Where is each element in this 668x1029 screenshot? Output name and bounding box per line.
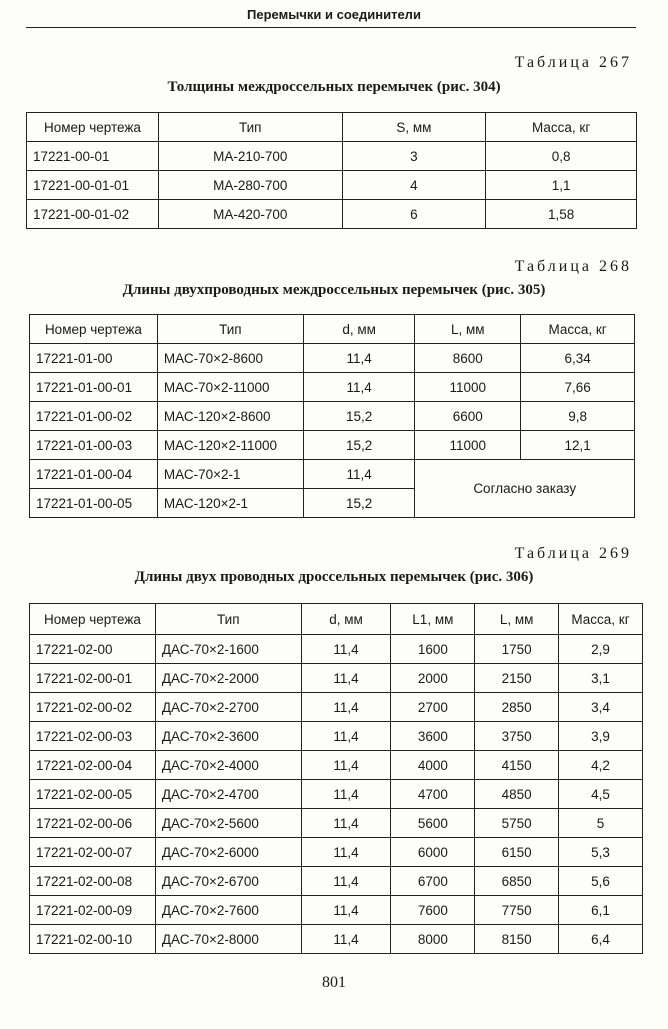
table-cell: МАС-70×2-1 [157, 460, 303, 489]
table-cell: 3,4 [559, 693, 643, 722]
table-row [30, 925, 643, 954]
table-cell: МА-280-700 [158, 171, 342, 200]
table-267-caption: Толщины междроссельных перемычек (рис. 304) [167, 79, 501, 95]
table-row [30, 664, 643, 693]
table-cell: 2150 [475, 664, 559, 693]
table-cell: МАС-120×2-1 [157, 489, 303, 518]
table-cell: ДАС-70×2-4000 [155, 751, 301, 780]
table-cell: 11,4 [301, 751, 391, 780]
table-row [30, 867, 643, 896]
table-267 [26, 112, 637, 229]
table-cell: ДАС-70×2-6700 [155, 867, 301, 896]
table-cell: МАС-120×2-11000 [157, 431, 303, 460]
table-cell: 17221-02-00-03 [30, 722, 156, 751]
table-cell: 15,2 [303, 489, 415, 518]
table-cell: 17221-01-00-03 [30, 431, 158, 460]
table-cell: МА-210-700 [158, 142, 342, 171]
table-cell: 3600 [391, 722, 475, 751]
table-cell: 11,4 [301, 896, 391, 925]
table-269-number: Таблица 269 [514, 545, 632, 562]
table-cell: 11,4 [303, 460, 415, 489]
table-header-row [27, 113, 637, 142]
table-cell: 11,4 [303, 373, 415, 402]
table-cell: 17221-01-00-02 [30, 402, 158, 431]
table-cell: 6,1 [559, 896, 643, 925]
table-cell: 11,4 [301, 780, 391, 809]
table-cell: 15,2 [303, 402, 415, 431]
table-cell: 1,58 [486, 200, 637, 229]
table-cell: 17221-02-00-04 [30, 751, 156, 780]
table-cell: 2,9 [559, 635, 643, 664]
table-cell: 17221-00-01 [27, 142, 159, 171]
table-row [30, 431, 635, 460]
column-header: Номер чертежа [30, 604, 156, 635]
table-row [30, 344, 635, 373]
column-header: L1, мм [391, 604, 475, 635]
column-header: Номер чертежа [27, 113, 159, 142]
table-row [30, 460, 635, 489]
table-cell: 6,4 [559, 925, 643, 954]
table-cell: 4700 [391, 780, 475, 809]
table-cell: 17221-02-00-08 [30, 867, 156, 896]
table-cell: 17221-02-00-02 [30, 693, 156, 722]
table-cell: 6850 [475, 867, 559, 896]
table-cell: 17221-02-00-09 [30, 896, 156, 925]
table-cell: 15,2 [303, 431, 415, 460]
table-cell: 11000 [415, 373, 521, 402]
table-cell: 17221-02-00-07 [30, 838, 156, 867]
column-header: Масса, кг [559, 604, 643, 635]
table-cell: 5750 [475, 809, 559, 838]
table-cell: МАС-70×2-8600 [157, 344, 303, 373]
page-number: 801 [322, 974, 346, 991]
table-cell: 4,5 [559, 780, 643, 809]
table-cell: 17221-02-00 [30, 635, 156, 664]
table-cell: 9,8 [521, 402, 635, 431]
table-header-row [30, 315, 635, 344]
table-267-number: Таблица 267 [514, 54, 632, 71]
table-row [30, 722, 643, 751]
table-cell: 6000 [391, 838, 475, 867]
table-row [30, 896, 643, 925]
table-cell: 17221-00-01-01 [27, 171, 159, 200]
running-header: Перемычки и соединители [247, 7, 421, 22]
table-268 [29, 314, 635, 518]
table-header-row [30, 604, 643, 635]
table-cell: 5,3 [559, 838, 643, 867]
table-cell: 11000 [415, 431, 521, 460]
table-cell: 17221-02-00-10 [30, 925, 156, 954]
table-row [30, 838, 643, 867]
table-cell: 8600 [415, 344, 521, 373]
table-cell: 7600 [391, 896, 475, 925]
table-cell: ДАС-70×2-4700 [155, 780, 301, 809]
column-header: d, мм [301, 604, 391, 635]
table-cell: МАС-120×2-8600 [157, 402, 303, 431]
table-cell: ДАС-70×2-2700 [155, 693, 301, 722]
table-cell: 11,4 [301, 693, 391, 722]
table-cell: МАС-70×2-11000 [157, 373, 303, 402]
table-row [30, 693, 643, 722]
table-cell: 17221-01-00 [30, 344, 158, 373]
column-header: Номер чертежа [30, 315, 158, 344]
table-cell: 7,66 [521, 373, 635, 402]
table-cell: 17221-01-00-01 [30, 373, 158, 402]
table-269-caption: Длины двух проводных дроссельных перемычек (рис. 306) [134, 569, 534, 585]
table-cell: 5600 [391, 809, 475, 838]
table-cell: 17221-00-01-02 [27, 200, 159, 229]
table-cell: 4000 [391, 751, 475, 780]
table-cell: 11,4 [301, 838, 391, 867]
table-cell: 17221-02-00-01 [30, 664, 156, 693]
column-header: L, мм [475, 604, 559, 635]
table-cell: 11,4 [301, 664, 391, 693]
table-cell: 11,4 [303, 344, 415, 373]
column-header: S, мм [342, 113, 486, 142]
table-cell: 17221-01-00-04 [30, 460, 158, 489]
table-cell: 8000 [391, 925, 475, 954]
table-cell: 7750 [475, 896, 559, 925]
table-cell: МА-420-700 [158, 200, 342, 229]
table-cell: 3750 [475, 722, 559, 751]
table-cell: 1,1 [486, 171, 637, 200]
table-cell: 5,6 [559, 867, 643, 896]
column-header: Тип [155, 604, 301, 635]
table-cell: 4850 [475, 780, 559, 809]
table-cell: 0,8 [486, 142, 637, 171]
table-cell: 11,4 [301, 809, 391, 838]
table-cell: ДАС-70×2-3600 [155, 722, 301, 751]
header-rule [26, 27, 636, 28]
table-268-number: Таблица 268 [514, 258, 632, 275]
table-cell: ДАС-70×2-6000 [155, 838, 301, 867]
column-header: d, мм [303, 315, 415, 344]
column-header: Тип [158, 113, 342, 142]
table-cell: 12,1 [521, 431, 635, 460]
table-cell: 6,34 [521, 344, 635, 373]
table-cell: ДАС-70×2-5600 [155, 809, 301, 838]
table-cell: 8150 [475, 925, 559, 954]
table-row [30, 373, 635, 402]
table-cell: 17221-02-00-06 [30, 809, 156, 838]
table-cell: 2850 [475, 693, 559, 722]
merged-note-cell: Согласно заказу [415, 460, 635, 518]
table-cell: 11,4 [301, 722, 391, 751]
table-cell: ДАС-70×2-7600 [155, 896, 301, 925]
table-cell: 11,4 [301, 925, 391, 954]
table-cell: 4,2 [559, 751, 643, 780]
table-row [30, 780, 643, 809]
table-row [30, 635, 643, 664]
table-cell: 4150 [475, 751, 559, 780]
table-cell: ДАС-70×2-2000 [155, 664, 301, 693]
table-row [30, 809, 643, 838]
column-header: L, мм [415, 315, 521, 344]
table-cell: 11,4 [301, 867, 391, 896]
column-header: Масса, кг [521, 315, 635, 344]
table-cell: 17221-02-00-05 [30, 780, 156, 809]
table-cell: 5 [559, 809, 643, 838]
table-cell: 11,4 [301, 635, 391, 664]
table-cell: 1750 [475, 635, 559, 664]
table-cell: 17221-01-00-05 [30, 489, 158, 518]
table-row [30, 402, 635, 431]
table-cell: 6600 [415, 402, 521, 431]
table-cell: 1600 [391, 635, 475, 664]
table-cell: 2000 [391, 664, 475, 693]
table-cell: ДАС-70×2-1600 [155, 635, 301, 664]
table-row [27, 142, 637, 171]
table-cell: 2700 [391, 693, 475, 722]
table-cell: 3 [342, 142, 486, 171]
table-cell: ДАС-70×2-8000 [155, 925, 301, 954]
column-header: Масса, кг [486, 113, 637, 142]
table-cell: 3,1 [559, 664, 643, 693]
table-268-caption: Длины двухпроводных междроссельных перемычек (рис. 305) [122, 282, 546, 298]
table-row [30, 751, 643, 780]
table-cell: 6 [342, 200, 486, 229]
table-cell: 6150 [475, 838, 559, 867]
table-row [27, 171, 637, 200]
table-cell: 3,9 [559, 722, 643, 751]
table-row [27, 200, 637, 229]
table-cell: 6700 [391, 867, 475, 896]
column-header: Тип [157, 315, 303, 344]
table-269 [29, 603, 643, 954]
table-cell: 4 [342, 171, 486, 200]
